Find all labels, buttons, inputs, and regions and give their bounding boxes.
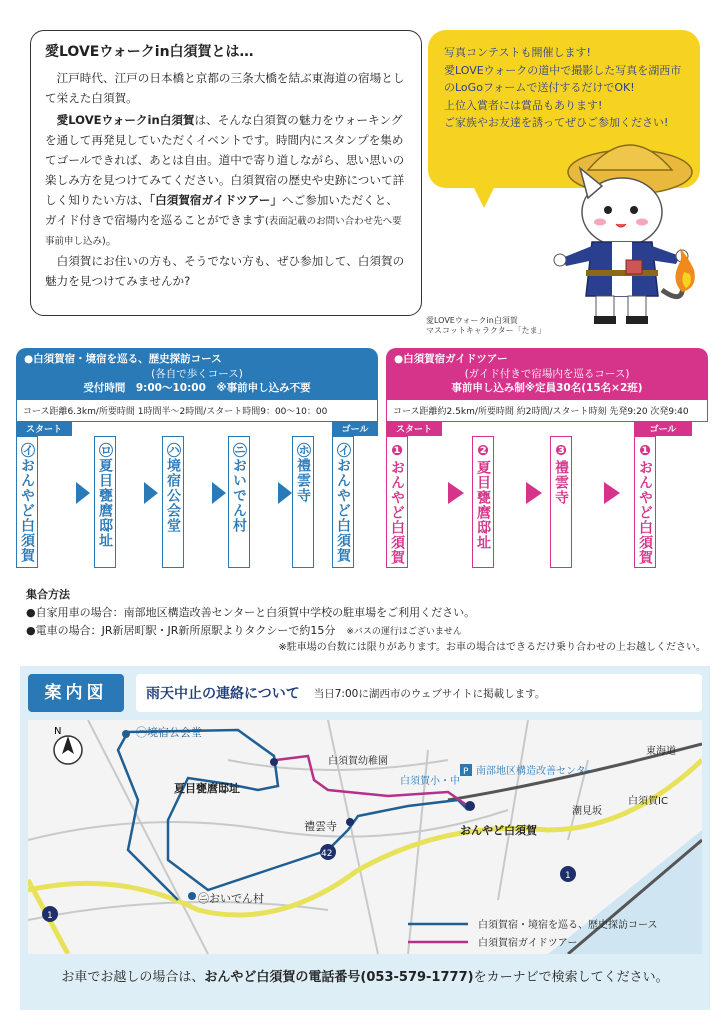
course-guide-header <box>386 348 708 400</box>
course-history-header <box>16 348 378 400</box>
course-guide-flow <box>386 422 708 572</box>
map-title: 案内図 <box>28 674 124 712</box>
intro-note: (表面記載のお問い合わせ先へ要事前申し込み) <box>45 215 402 247</box>
intro-paragraph-2 <box>45 111 407 251</box>
mascot-caption-2: マスコットキャラクター「たま」 <box>426 326 546 336</box>
route-42-icon: 42 <box>321 849 333 859</box>
map-label-raiun: 禮雲寺 <box>304 820 337 833</box>
step <box>472 422 518 568</box>
bubble-line-4: ご家族やお友達を誘ってぜひご参加ください! <box>444 116 669 130</box>
map-label-onyado: おんやど白須賀 <box>460 824 537 837</box>
arrow <box>76 482 90 504</box>
bubble-line-1: 写真コンテストも開催します! <box>444 46 591 59</box>
gathering-train-row <box>26 622 706 640</box>
step-goal <box>332 422 378 568</box>
intro-title: 愛LOVEウォークin白須賀とは… <box>45 44 254 60</box>
bubble-tail <box>470 180 498 208</box>
map-label-tokaido: 東海道 <box>646 746 676 757</box>
intro-text-a: は、そんな白須賀の魅力をウォーキングを通して再発見していただくイベントです。時間内にスタンプを集めてゴールできれば、あとは自由。道中で寄り道しながら、思い思いの楽しみ方を見つけてみてください。白須賀宿の歴史や史跡について詳しく知りたい方は、 <box>45 112 405 207</box>
course-guide-sub: (ガイド付きで宿場内を巡るコース) <box>464 367 630 380</box>
legend-guide: 白須賀宿ガイドツアー <box>478 938 578 949</box>
intro-event-name: 愛LOVEウォークin白須賀 <box>56 112 195 127</box>
gathering-train: ●電車の場合：JR新居町駅・JR新所原駅よりタクシーで約15分 <box>26 624 336 638</box>
arrow <box>526 482 542 504</box>
map-label-oiden: ㋥おいでん村 <box>198 892 264 905</box>
phone-text-a: お車でお越しの場合は、 <box>61 970 205 985</box>
step-label: ❶おんやど白須賀 <box>634 436 656 568</box>
step-label: ❷夏目甕麿邸址 <box>472 436 494 568</box>
arrow <box>212 482 226 504</box>
course-history <box>16 348 378 580</box>
rain-heading: 雨天中止の連絡について <box>146 686 300 702</box>
step-label: ㋑おんやど白須賀 <box>16 436 38 568</box>
gathering-info <box>26 586 706 657</box>
arrow <box>144 482 158 504</box>
intro-box <box>30 30 422 316</box>
course-guide <box>386 348 708 580</box>
map-label-natsume: 夏目甕麿邸址 <box>174 782 240 795</box>
phone-text-c: をカーナビで検索してください。 <box>473 970 669 985</box>
route-1-icon: 1 <box>565 871 571 881</box>
step-label: ㋺夏目甕麿邸址 <box>94 436 116 568</box>
goal-tag: ゴール <box>332 422 378 436</box>
step <box>94 422 140 568</box>
map-label-ic: 白須賀IC <box>628 796 668 807</box>
course-history-sub: (各自で歩くコース) <box>151 367 243 380</box>
step-label: ㋩境宿公会堂 <box>162 436 184 568</box>
legend-history: 白須賀宿・境宿を巡る、歴史探訪コース <box>478 920 658 931</box>
step-label: ㋥おいでん村 <box>228 436 250 568</box>
step-label: ㋭禮雲寺 <box>292 436 314 568</box>
parking-note: ※駐車場の台数には限りがあります。お車の場合はできるだけ乗り合わせの上お越しください。 <box>278 642 706 654</box>
map-label-shiomi: 潮見坂 <box>572 806 602 817</box>
map-label-center: 南部地区構造改善センター <box>476 766 596 777</box>
start-tag: スタート <box>386 422 442 436</box>
course-history-flow <box>16 422 378 572</box>
route-map <box>28 720 702 954</box>
course-guide-info: コース距離約2.5km/所要時間 約2時間/スタート時刻 先発9:20 次発9:40 <box>386 400 708 422</box>
intro-paragraph-3: 白須賀にお住いの方も、そうでない方も、ぜひ参加して、白須賀の魅力を見つけてみませんか? <box>45 254 405 289</box>
step <box>162 422 208 568</box>
course-history-title: ●白須賀宿・境宿を巡る、歴史探訪コース <box>24 353 222 365</box>
mascot-caption <box>426 316 546 337</box>
goal-tag: ゴール <box>634 422 692 436</box>
step-label: ㋑おんやど白須賀 <box>332 436 354 568</box>
arrow <box>604 482 620 504</box>
course-history-time: 受付時間 9:00〜10:00 ※事前申し込み不要 <box>83 382 311 395</box>
step <box>228 422 274 568</box>
car-navi-note <box>20 966 710 985</box>
parking-icon: P <box>463 767 469 777</box>
intro-end: 。 <box>105 232 118 247</box>
rain-text: 当日7:00に湖西市のウェブサイトに掲載します。 <box>313 687 546 700</box>
gathering-bus-note: ※バスの運行はございません <box>346 627 462 638</box>
bubble-line-3: 上位入賞者には賞品もあります! <box>444 98 603 112</box>
start-tag: スタート <box>16 422 72 436</box>
map-section <box>20 666 710 1010</box>
map-label-school: 白須賀小・中 <box>400 776 460 787</box>
rain-notice <box>136 674 702 712</box>
arrow <box>278 482 292 504</box>
gathering-title: 集合方法 <box>26 588 70 601</box>
mascot-tama <box>530 120 710 330</box>
step <box>550 422 596 568</box>
course-guide-capacity: 事前申し込み制※定員30名(15名×2班) <box>451 382 643 395</box>
course-guide-title: ●白須賀宿ガイドツアー <box>394 353 508 365</box>
course-history-info: コース距離6.3km/所要時間 1時間半〜2時間/スタート時間9：00〜10：00 <box>16 400 378 422</box>
step-start <box>386 422 442 568</box>
map-label-youchien: 白須賀幼稚園 <box>328 756 388 767</box>
map-label-sakai: ㋩境宿公会堂 <box>136 726 202 739</box>
mascot-caption-1: 愛LOVEウォークin白須賀 <box>426 316 518 325</box>
gathering-car: ●自家用車の場合：南部地区構造改善センターと白須賀中学校の駐車場をご利用ください。 <box>26 606 476 620</box>
step-goal <box>634 422 692 568</box>
arrow <box>448 482 464 504</box>
route-1-icon: 1 <box>47 911 53 921</box>
intro-text-b: へご参加いただくと、ガイド付きで宿場内を巡ることができます <box>45 192 398 227</box>
step-label: ❸禮雲寺 <box>550 436 572 568</box>
bubble-line-2: 愛LOVEウォークの道中で撮影した写真を湖西市のLoGoフォームで送付するだけでOK! <box>444 63 682 95</box>
phone-number: おんやど白須賀の電話番号(053-579-1777) <box>204 970 474 985</box>
intro-guide-tour: 「白須賀宿ガイドツアー」 <box>149 192 282 207</box>
step-label: ❶おんやど白須賀 <box>386 436 408 568</box>
step-start <box>16 422 72 568</box>
north-mark: N <box>54 726 62 737</box>
intro-paragraph-1: 江戸時代、江戸の日本橋と京都の三条大橋を結ぶ東海道の宿場として栄えた白須賀。 <box>45 71 405 105</box>
